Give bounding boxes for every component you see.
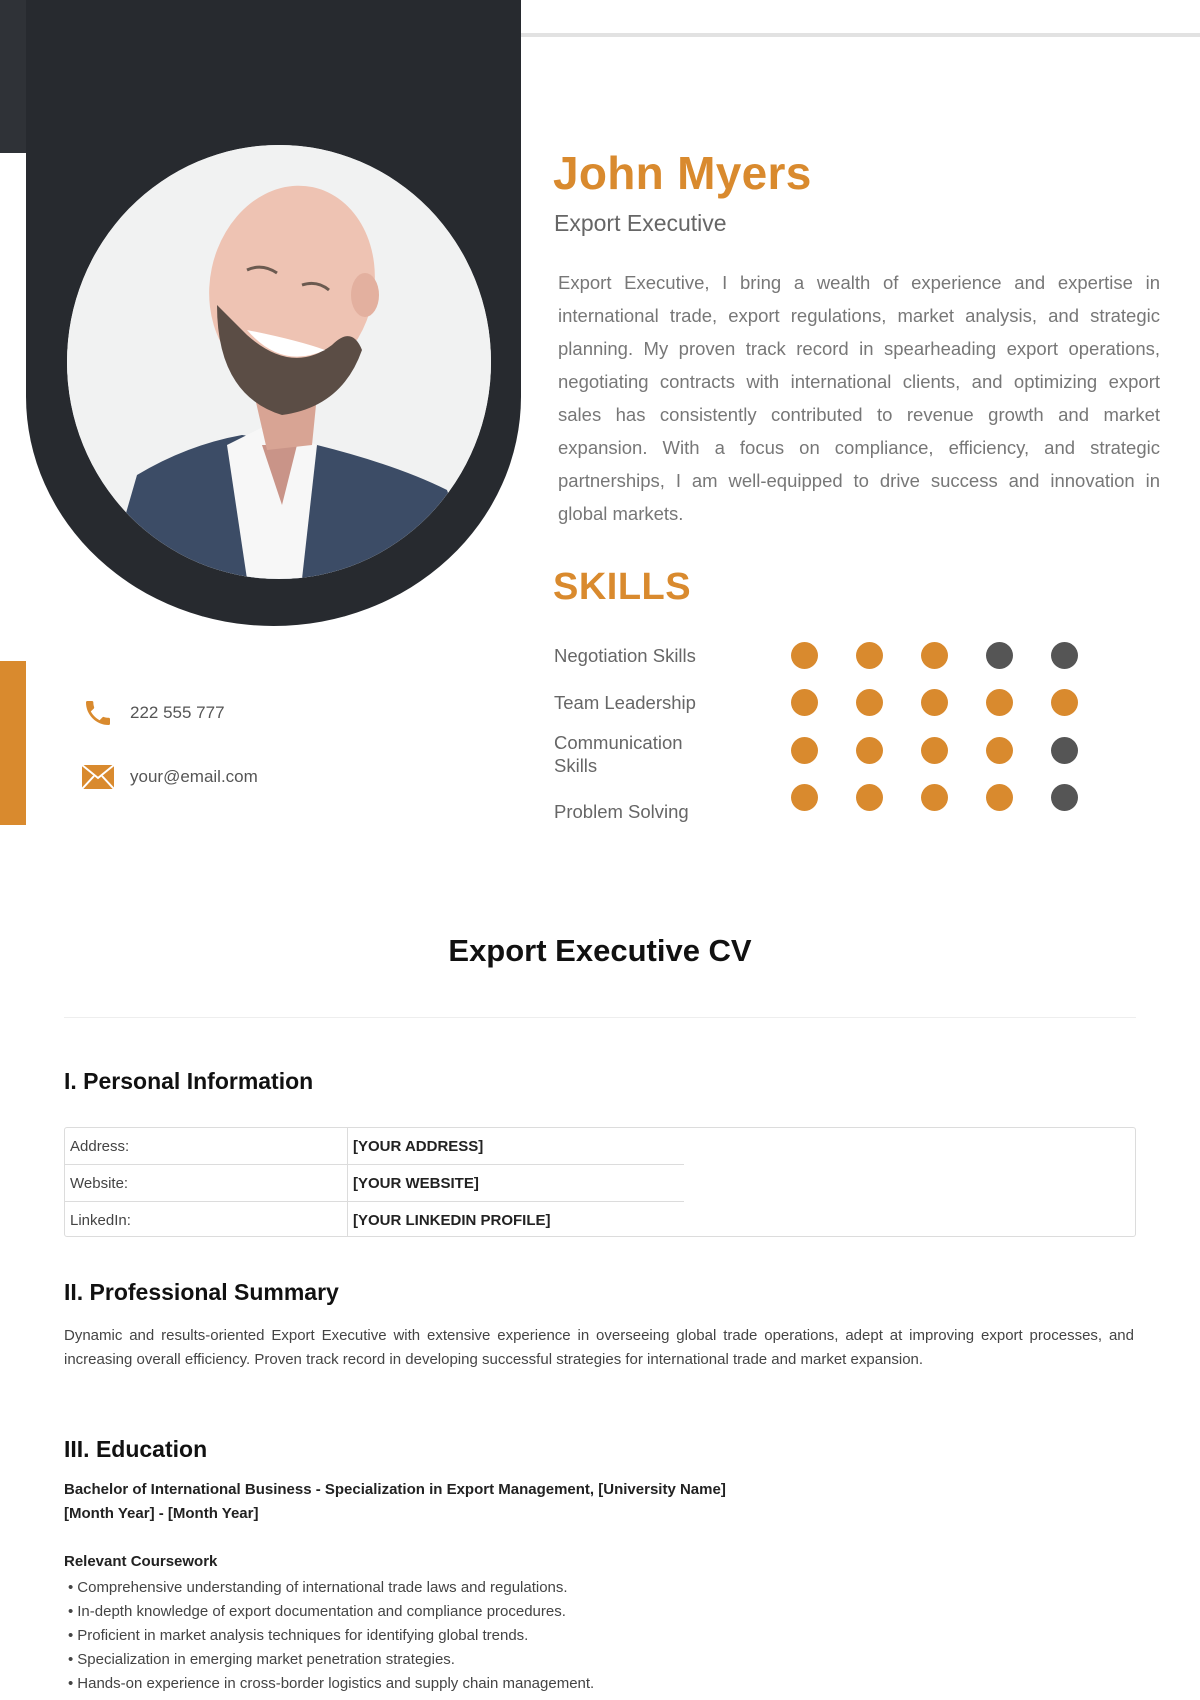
- skill-label: Problem Solving: [554, 801, 689, 822]
- rating-dot-empty: [1051, 737, 1078, 764]
- skill-row: [554, 732, 1094, 782]
- email-address: your@email.com: [130, 767, 258, 786]
- candidate-role: Export Executive: [554, 210, 727, 236]
- skill-label: Communication Skills: [554, 732, 683, 776]
- rating-dot-filled: [986, 689, 1013, 716]
- divider: [64, 1017, 1136, 1018]
- rating-dot-empty: [986, 642, 1013, 669]
- section-heading-summary: II. Professional Summary: [64, 1279, 339, 1305]
- field-label: LinkedIn:: [70, 1212, 131, 1229]
- rating-dot-empty: [1051, 784, 1078, 811]
- field-value: [YOUR ADDRESS]: [353, 1138, 484, 1155]
- skill-label: Team Leadership: [554, 692, 696, 713]
- profile-photo: [67, 145, 491, 579]
- list-item: • Proficient in market analysis techniques for identifying global trends.: [68, 1624, 594, 1648]
- rating-dot-filled: [921, 784, 948, 811]
- section-heading-personal: I. Personal Information: [64, 1068, 314, 1094]
- rating-dot-filled: [791, 737, 818, 764]
- skill-row: [554, 688, 1094, 735]
- phone-icon: [82, 697, 114, 729]
- section-heading-education: III. Education: [64, 1436, 208, 1462]
- rating-dot-filled: [921, 642, 948, 669]
- coursework-label: Relevant Coursework: [64, 1553, 218, 1570]
- left-dark-strip: [0, 0, 26, 153]
- field-value: [YOUR WEBSITE]: [353, 1175, 479, 1192]
- table-row: [65, 1164, 684, 1201]
- candidate-name: John Myers: [553, 147, 812, 199]
- list-item: • In-depth knowledge of export documentation and compliance procedures.: [68, 1600, 594, 1624]
- list-item: • Specialization in emerging market penetration strategies.: [68, 1648, 594, 1672]
- list-item: • Comprehensive understanding of international trade laws and regulations.: [68, 1576, 594, 1600]
- phone-number: 222 555 777: [130, 703, 225, 722]
- rating-dot-filled: [856, 689, 883, 716]
- accent-bar: [0, 661, 26, 825]
- rating-dot-filled: [856, 642, 883, 669]
- rating-dot-filled: [856, 784, 883, 811]
- education-dates: [Month Year] - [Month Year]: [64, 1505, 259, 1522]
- portrait-illustration: [67, 145, 491, 579]
- rating-dot-filled: [1051, 689, 1078, 716]
- skill-rating: [791, 784, 1078, 811]
- rating-dot-filled: [921, 689, 948, 716]
- skill-label: Negotiation Skills: [554, 645, 696, 666]
- field-value: [YOUR LINKEDIN PROFILE]: [353, 1212, 551, 1229]
- table-row: [65, 1201, 684, 1238]
- education-degree: Bachelor of International Business - Specialization in Export Management, [University Name]: [64, 1481, 726, 1498]
- list-item: • Hands-on experience in cross-border logistics and supply chain management.: [68, 1672, 594, 1696]
- skill-rating: [791, 642, 1078, 669]
- skills-heading: SKILLS: [553, 566, 692, 608]
- summary-paragraph: Dynamic and results-oriented Export Executive with extensive experience in overseeing global trade operations, adept at improving export processes, and increasing overall efficiency. Proven track record in developing successful strategies for international trade and market expansion.: [64, 1327, 1134, 1368]
- skill-row: [554, 641, 1094, 688]
- contact-email: [82, 761, 258, 793]
- rating-dot-filled: [791, 784, 818, 811]
- rating-dot-empty: [1051, 642, 1078, 669]
- skill-row: [554, 782, 1094, 829]
- coursework-list: [68, 1576, 594, 1696]
- field-label: Website:: [70, 1175, 129, 1192]
- top-rule: [521, 33, 1200, 37]
- contact-phone: [82, 697, 225, 729]
- rating-dot-filled: [986, 784, 1013, 811]
- table-row: [65, 1128, 684, 1165]
- field-label: Address:: [70, 1138, 130, 1155]
- rating-dot-filled: [921, 737, 948, 764]
- skill-rating: [791, 737, 1078, 764]
- bio-paragraph: Export Executive, I bring a wealth of experience and expertise in international trade, export regulations, market analysis, and strategic planning. My proven track record in spearheading export operations, negotiating contracts with international clients, and optimizing export sales has consistently contributed to revenue growth and market expansion. With a focus on compliance, efficiency, and strategic partnerships, I am well-equipped to drive success and innovation in global markets.: [558, 272, 1160, 524]
- cv-title: Export Executive CV: [448, 933, 752, 968]
- rating-dot-filled: [986, 737, 1013, 764]
- personal-info-table: [64, 1127, 1136, 1237]
- rating-dot-filled: [791, 689, 818, 716]
- rating-dot-filled: [856, 737, 883, 764]
- skill-rating: [791, 689, 1078, 716]
- envelope-icon: [82, 761, 114, 793]
- rating-dot-filled: [791, 642, 818, 669]
